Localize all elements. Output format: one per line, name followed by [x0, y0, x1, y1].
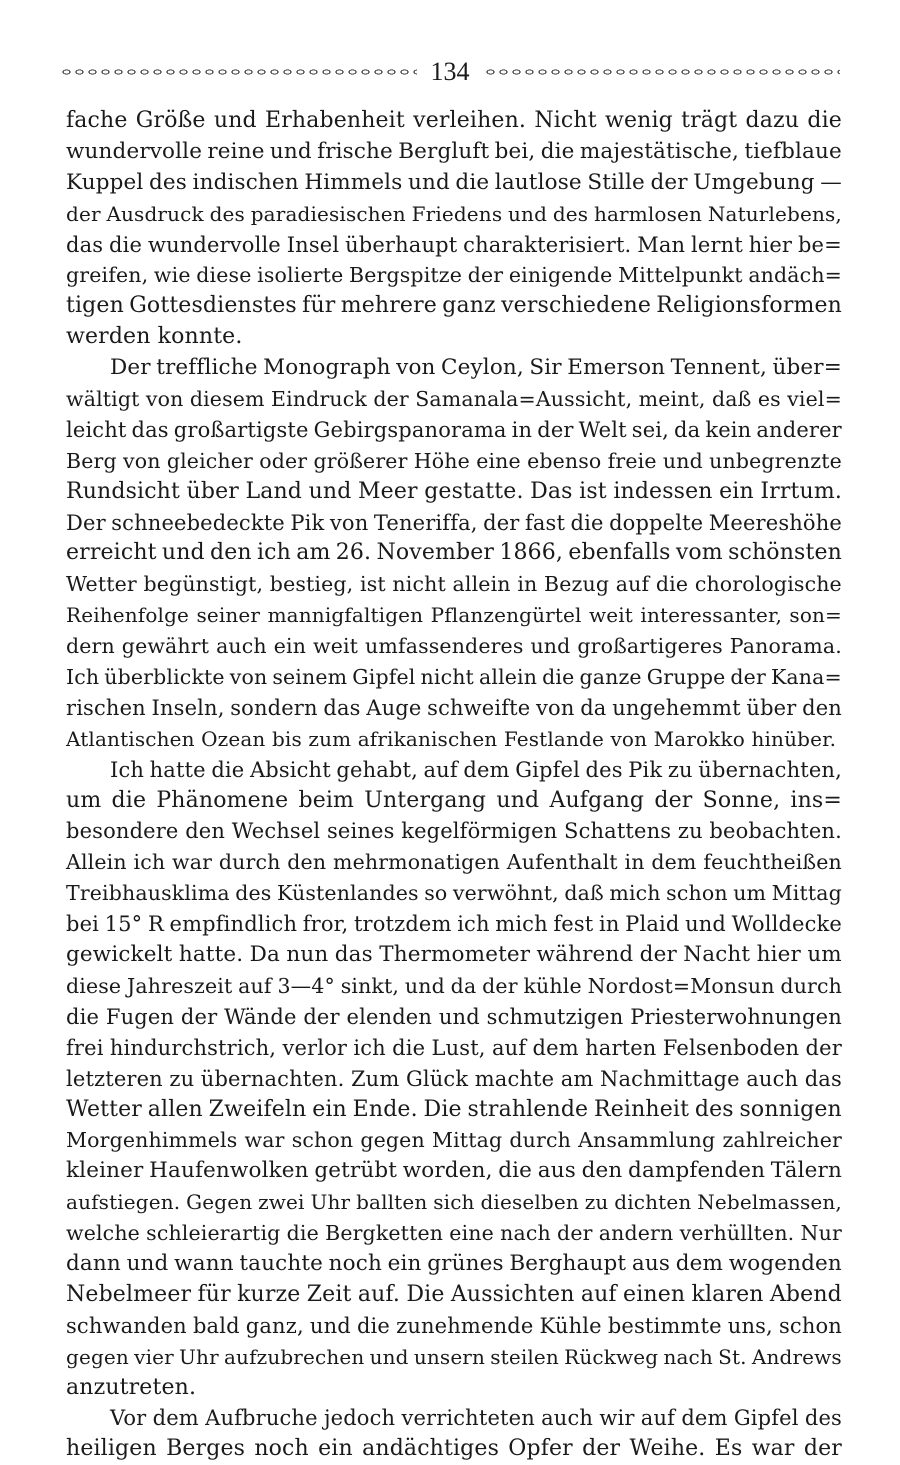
text-line: Rundsicht über Land und Meer gestatte. Das ist indessen ein Irrtum.: [66, 478, 842, 504]
text-line: Kuppel des indischen Himmels und die lautlose Stille der Umgebung —: [66, 169, 842, 195]
text-line: letzteren zu übernachten. Zum Glück machte am Nachmittage auch das: [66, 1066, 842, 1091]
text-line: Wetter allen Zweifeln ein Ende. Die strahlende Reinheit des sonnigen: [66, 1096, 842, 1122]
text-line: Wetter begünstigt, bestieg, ist nicht allein in Bezug auf die chorologische: [66, 572, 842, 597]
left-ornament-rule: [60, 67, 417, 77]
text-line: heiligen Berges noch ein andächtiges Opfer der Weihe. Es war der: [66, 1436, 842, 1462]
text-line: frei hindurchstrich, verlor ich die Lust, auf dem harten Felsenboden der: [66, 1035, 842, 1060]
text-line: leicht das großartigste Gebirgspanorama in der Welt sei, da kein anderer: [66, 417, 842, 442]
text-line: Morgenhimmels war schon gegen Mittag durch Ansammlung zahlreicher: [66, 1128, 842, 1153]
text-line: gewickelt hatte. Da nun das Thermometer während der Nacht hier um: [66, 942, 842, 968]
text-line: Berg von gleicher oder größerer Höhe eine ebenso freie und unbegrenzte: [66, 448, 842, 473]
text-line: Treibhausklima des Küstenlandes so verwöhnt, daß mich schon um Mittag: [66, 881, 842, 906]
text-line: fache Größe und Erhabenheit verleihen. Nicht wenig trägt dazu die: [66, 108, 842, 133]
text-line: wältigt von diesem Eindruck der Samanala=Aussicht, meint, daß es viel=: [66, 387, 842, 412]
text-line: Reihenfolge seiner mannigfaltigen Pflanzengürtel weit interessanter, son=: [66, 603, 842, 628]
text-line: werden konnte.: [66, 324, 243, 350]
text-line: Vor dem Aufbruche jedoch verrichteten auch wir auf dem Gipfel des: [110, 1406, 842, 1431]
text-line: kleiner Haufenwolken getrübt worden, die aus den dampfenden Tälern: [66, 1158, 842, 1184]
text-line: anzutreten.: [66, 1374, 197, 1400]
text-line: welche schleierartig die Bergketten eine nach der andern verhüllten. Nur: [66, 1221, 842, 1246]
text-line: das die wundervolle Insel überhaupt charakterisiert. Man lernt hier be=: [66, 232, 842, 257]
page-header: [60, 56, 840, 88]
text-line: dann und wann tauchte noch ein grünes Berghaupt aus dem wogenden: [66, 1250, 842, 1276]
text-line: die Fugen der Wände der elenden und schmutzigen Priesterwohnungen: [66, 1004, 842, 1029]
text-line: Atlantischen Ozean bis zum afrikanischen Festlande von Marokko hinüber.: [66, 726, 837, 751]
page-number: 134: [430, 57, 470, 86]
text-line: Nebelmeer für kurze Zeit auf. Die Aussichten auf einen klaren Abend: [66, 1281, 842, 1307]
text-line: Allein ich war durch den mehrmonatigen Aufenthalt in dem feuchtheißen: [66, 850, 842, 875]
text-line: rischen Inseln, sondern das Auge schweifte von da ungehemmt über den: [66, 695, 842, 720]
text-line: um die Phänomene beim Untergang und Aufgang der Sonne, ins=: [66, 787, 842, 813]
text-line: wundervolle reine und frische Bergluft bei, die majestätische, tiefblaue: [66, 138, 842, 164]
text-line: Der schneebedeckte Pik von Teneriffa, der fast die doppelte Meereshöhe: [66, 510, 842, 535]
right-ornament-rule: [484, 67, 841, 77]
text-line: schwanden bald ganz, und die zunehmende Kühle bestimmte uns, schon: [66, 1313, 842, 1338]
text-line: gegen vier Uhr aufzubrechen und unsern steilen Rückweg nach St. Andrews: [66, 1344, 842, 1369]
text-line: tigen Gottesdienstes für mehrere ganz verschiedene Religionsformen: [66, 293, 842, 319]
text-line: greifen, wie diese isolierte Bergspitze der einigende Mittelpunkt andäch=: [66, 263, 842, 288]
text-line: besondere den Wechsel seines kegelförmigen Schattens zu beobachten.: [66, 819, 842, 844]
text-line: aufstiegen. Gegen zwei Uhr ballten sich dieselben zu dichten Nebelmassen,: [66, 1190, 842, 1215]
text-line: Der treffliche Monograph von Ceylon, Sir Emerson Tennent, über=: [110, 355, 842, 381]
text-line: der Ausdruck des paradiesischen Friedens und des harmlosen Naturlebens,: [66, 201, 842, 226]
text-line: erreicht und den ich am 26. November 1866, ebenfalls vom schönsten: [66, 540, 842, 566]
text-line: Ich überblickte von seinem Gipfel nicht allein die ganze Gruppe der Kana=: [66, 665, 842, 690]
text-line: dern gewährt auch ein weit umfassenderes und großartigeres Panorama.: [66, 634, 842, 659]
text-line: bei 15° R empfindlich fror, trotzdem ich mich fest in Plaid und Wolldecke: [66, 912, 842, 937]
text-line: diese Jahreszeit auf 3—4° sinkt, und da der kühle Nordost=Monsun durch: [66, 973, 842, 998]
body-text: [66, 106, 842, 1465]
text-line: Ich hatte die Absicht gehabt, auf dem Gipfel des Pik zu übernachten,: [110, 757, 842, 782]
